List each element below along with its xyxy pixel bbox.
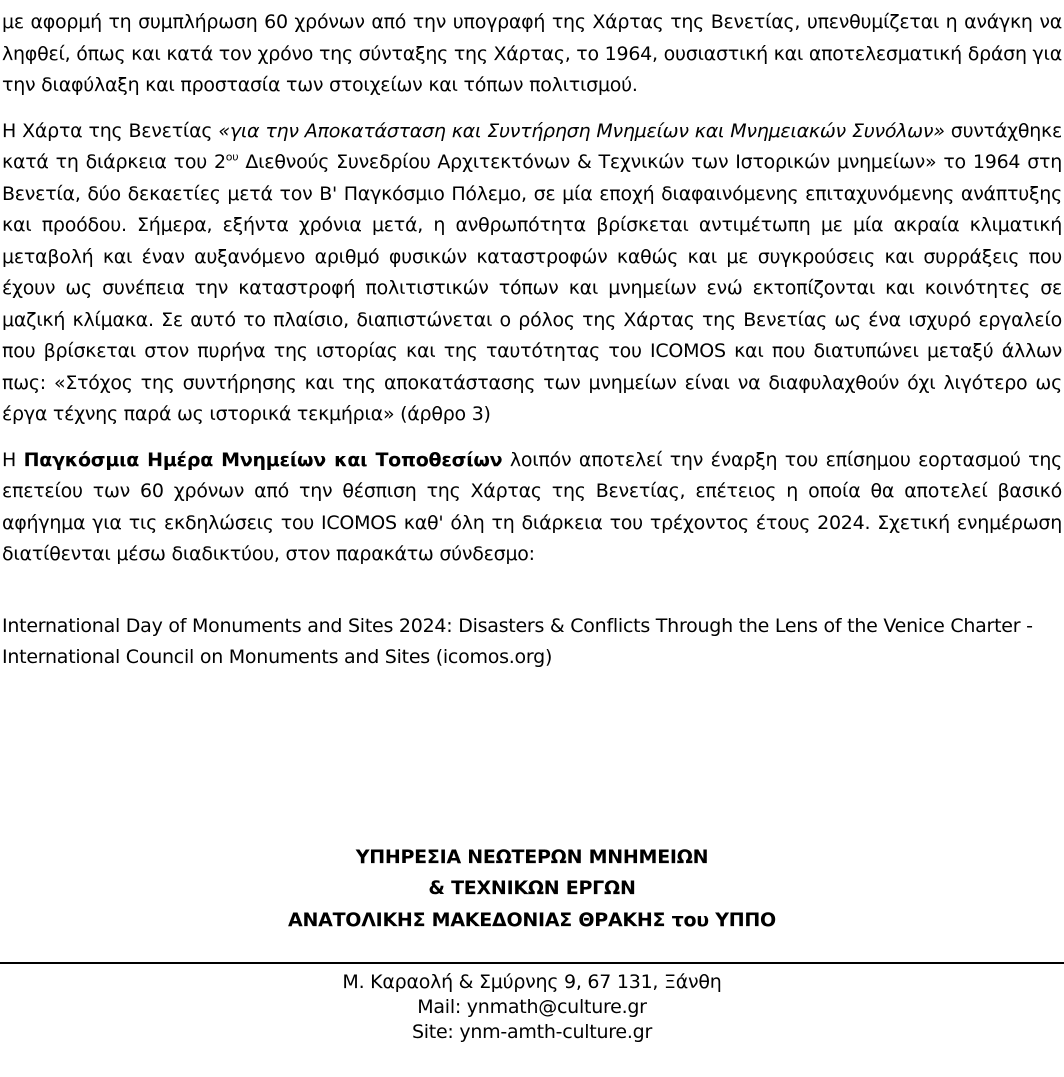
footer-contact-block [2,970,1062,1045]
p2-lead-text: Η Χάρτα της Βενετίας [2,119,219,142]
paragraph-world-monuments-day [2,445,1062,571]
p3-body-text: λοιπόν αποτελεί την έναρξη του επίσημου εορτασμού της επετείου των 60 χρόνων από την θέσπιση της Χάρτας της Βενετίας, επέτειος η οποία θα αποτελεί βασικό αφήγημα για τις εκδηλώσεις του ICOMOS καθ' όλη τη διάρκεια του τρέχοντος έτους 2024. Σχετική ενημέρωση διατίθενται μέσω διαδικτύου, στον παρακάτω σύνδεσμο: [2,448,1063,565]
p2-ordinal-superscript: ου [225,150,239,164]
signature-line-technical-works: & ΤΕΧΝΙΚΩΝ ΕΡΓΩΝ [428,877,636,899]
footer-divider [0,962,1064,964]
signature-line-region-ministry: ΑΝΑΤΟΛΙΚΗΣ ΜΑΚΕΔΟΝΙΑΣ ΘΡΑΚΗΣ του ΥΠΠΟ [288,908,776,931]
footer-site: Site: ynm-amth-culture.gr [411,1021,653,1043]
p2-italic-quote: «για την Αποκατάσταση και Συντήρηση Μνημείων και Μνημειακών Συνόλων» [218,119,945,142]
signature-line-agency: ΥΠΗΡΕΣΙΑ ΝΕΩΤΕΡΩΝ ΜΝΗΜΕΙΩΝ [355,845,709,868]
p3-bold-phrase: Παγκόσμια Ημέρα Μνημείων και Τοποθεσίων [23,448,503,471]
signature-block [2,842,1062,937]
paragraph-venice-charter-history [2,116,1062,431]
footer-address: Μ. Καραολή & Σμύρνης 9, 67 131, Ξάνθη [342,971,722,993]
p3-lead-text: Η [2,448,24,471]
p2-text-before-ordinal: συντάχθηκε κατά τη διάρκεια του 2 [2,119,1063,173]
p2-body-text: Διεθνούς Συνεδρίου Αρχιτεκτόνων & Τεχνικών των Ιστορικών μνημείων» το 1964 στη Βενετία, δύο δεκαετίες μετά τον Β' Παγκόσμιο Πόλεμο, σε μία εποχή διαφαινόμενης επιταχυνόμενης ανάπτυξης και προόδου. Σήμερα, εξήντα χρόνια μετά, η ανθρωπότητα βρίσκεται αντιμέτωπη με μία ακραία κλιματική μεταβολή και έναν αυξανόμενο αριθμό φυσικών καταστροφών καθώς και με συγκρούσεις και συρράξεις που έχουν ως συνέπεια την καταστροφή πολιτιστικών τόπων και μνημείων ενώ εκτοπίζονται και κοινότητες σε μαζική κλίμακα. Σε αυτό το πλαίσιο, διαπιστώνεται ο ρόλος της Χάρτας της Βενετίας ως ένα ισχυρό εργαλείο που βρίσκεται στον πυρήνα της ιστορίας και της ταυτότητας του ICOMOS και που διατυπώνει μεταξύ άλλων πως: «Στόχος της συντήρησης και της αποκατάστασης των μνημείων είναι να διαφυλαχθούν όχι λιγότερο ως έργα τέχνης παρά ως ιστορικά τεκμήρια» (άρθρο 3) [2,151,1062,425]
footer-mail: Mail: ynmath@culture.gr [417,996,647,1018]
icomos-link-reference: International Day of Monuments and Sites 2024: Disasters & Conflicts Through the Lens of the Venice Charter - International Council on Monuments and Sites (icomos.org) [2,614,1033,668]
paragraph-charter-60-years: με αφορμή τη συμπλήρωση 60 χρόνων από την υπογραφή της Χάρτας της Βενετίας, υπενθυμίζεται η ανάγκη να ληφθεί, όπως και κατά τον χρόνο της σύνταξης της Χάρτας, το 1964, ουσιαστική και αποτελεσματική δράση για την διαφύλαξη και προστασία των στοιχείων και τόπων πολιτισμού. [2,11,1062,96]
